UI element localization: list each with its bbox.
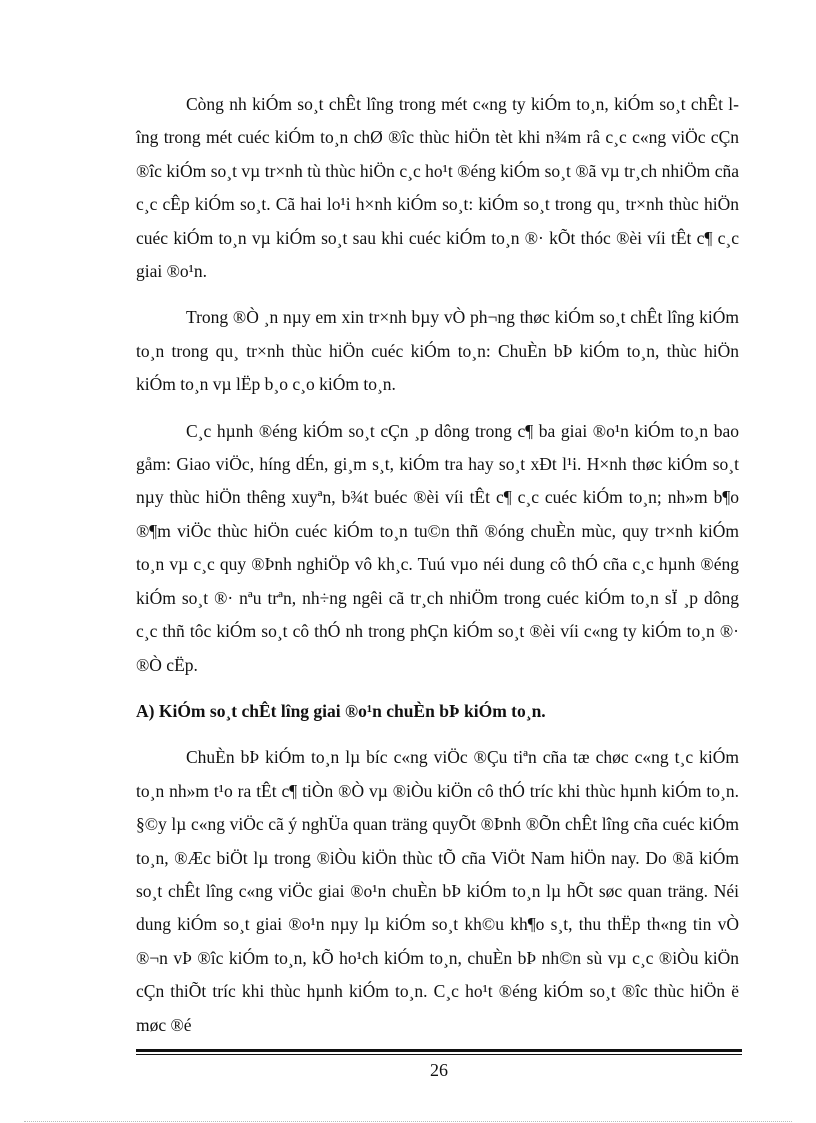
body-text bbox=[136, 88, 739, 1055]
section-heading: A) KiÓm so¸t chÊt lîng giai ®o¹n chuÈn bÞ kiÓm to¸n. bbox=[136, 700, 546, 721]
page-bottom-border bbox=[24, 1121, 792, 1122]
footer-rule-thick bbox=[136, 1049, 742, 1052]
paragraph-4: ChuÈn bÞ kiÓm to¸n lµ bíc c«ng viÖc ®Çu tiªn cña tæ chøc c«ng t¸c kiÓm to¸n nh»m t¹o ra tÊt c¶ tiÒn ®Ò vµ ®iÒu kiÖn cô thÓ tríc khi thùc hµnh kiÓm to¸n. §©y lµ c«ng viÖc cã ý nghÜa quan träng quyÕt ®Þnh ®Õn chÊt lîng cña cuéc kiÓm to¸n, ®Æc biÖt lµ trong ®iÒu kiÖn thùc tÕ cña ViÖt Nam hiÖn nay. Do ®ã kiÓm so¸t chÊt lîng c«ng viÖc giai ®o¹n chuÈn bÞ kiÓm to¸n lµ hÕt søc quan träng. Néi dung kiÓm so¸t giai ®o¹n nµy lµ kiÓm so¸t kh©u kh¶o s¸t, thu thËp th«ng tin vÒ ®¬n vÞ ®îc kiÓm to¸n, kÕ ho¹ch kiÓm to¸n, chuÈn bÞ nh©n sù vµ c¸c ®iÒu kiÖn cÇn thiÕt tríc khi thùc hµnh kiÓm to¸n. C¸c ho¹t ®éng kiÓm so¸t ®îc thùc hiÖn ë møc ®é bbox=[136, 747, 739, 1035]
paragraph-1: Còng nh kiÓm so¸t chÊt lîng trong mét c«ng ty kiÓm to¸n, kiÓm so¸t chÊt lîng trong mét cuéc kiÓm to¸n chØ ®îc thùc hiÖn tèt khi n¾m râ c¸c c«ng viÖc cÇn ®îc kiÓm so¸t vµ tr×nh tù thùc hiÖn c¸c ho¹t ®éng kiÓm so¸t ®ã vµ tr¸ch nhiÖm cña c¸c cÊp kiÓm so¸t. Cã hai lo¹i h×nh kiÓm so¸t: kiÓm so¸t trong qu¸ tr×nh thùc hiÖn cuéc kiÓm to¸n vµ kiÓm so¸t sau khi cuéc kiÓm to¸n ®· kÕt thóc ®èi víi tÊt c¶ c¸c giai ®o¹n. bbox=[136, 94, 739, 282]
paragraph-2: Trong ®Ò ¸n nµy em xin tr×nh bµy vÒ ph¬ng thøc kiÓm so¸t chÊt lîng kiÓm to¸n trong qu¸ tr×nh thùc hiÖn cuéc kiÓm to¸n: ChuÈn bÞ kiÓm to¸n, thùc hiÖn kiÓm to¸n vµ lËp b¸o c¸o kiÓm to¸n. bbox=[136, 307, 739, 395]
page-number: 26 bbox=[430, 1060, 448, 1080]
paragraph-3: C¸c hµnh ®éng kiÓm so¸t cÇn ¸p dông trong c¶ ba giai ®o¹n kiÓm to¸n bao gåm: Giao viÖc, híng dÉn, gi¸m s¸t, kiÓm tra hay so¸t xÐt l¹i. H×nh thøc kiÓm so¸t nµy thùc hiÖn thêng xuyªn, b¾t buéc ®èi víi tÊt c¶ c¸c cuéc kiÓm to¸n; nh»m b¶o ®¶m viÖc thùc hiÖn cuéc kiÓm to¸n tu©n thñ ®óng chuÈn mùc, quy tr×nh kiÓm to¸n vµ c¸c quy ®Þnh nghiÖp vô kh¸c. Tuú vµo néi dung cô thÓ cña c¸c hµnh ®éng kiÓm so¸t ®· nªu trªn, nh÷ng ngêi cã tr¸ch nhiÖm trong cuéc kiÓm to¸n sÏ ¸p dông c¸c thñ tôc kiÓm so¸t cô thÓ nh trong phÇn kiÓm so¸t ®èi víi c«ng ty kiÓm to¸n ®· ®Ò cËp. bbox=[136, 420, 739, 675]
footer-rule-thin bbox=[136, 1054, 742, 1055]
